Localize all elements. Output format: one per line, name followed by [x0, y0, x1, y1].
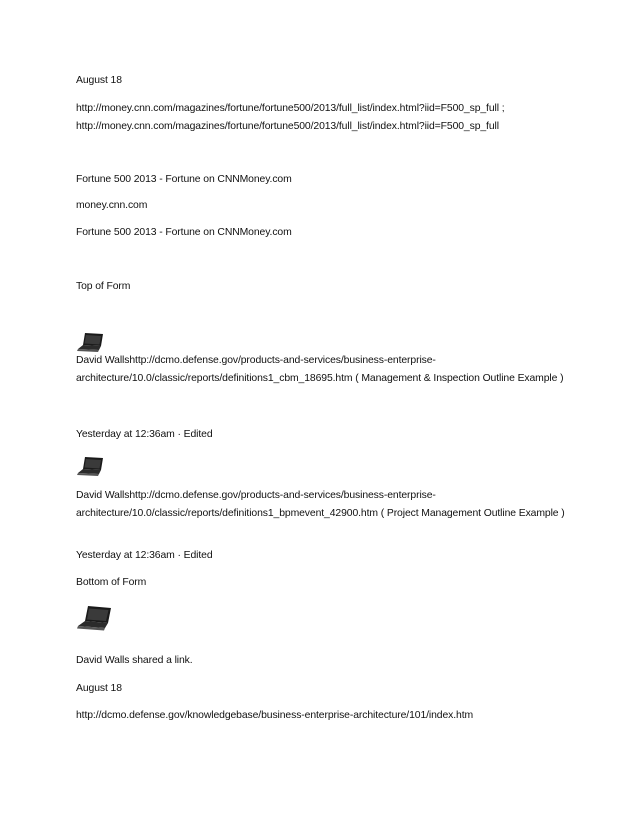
bottom-of-form: Bottom of Form [76, 577, 147, 588]
laptop-icon [76, 604, 116, 634]
share-date: August 18 [76, 683, 122, 694]
link-title-2[interactable]: Fortune 500 2013 - Fortune on CNNMoney.com [76, 227, 292, 238]
link-title-1[interactable]: Fortune 500 2013 - Fortune on CNNMoney.com [76, 174, 292, 185]
date-top: August 18 [76, 75, 122, 86]
top-of-form: Top of Form [76, 281, 131, 292]
comment-2-text: David Wallshttp://dcmo.defense.gov/products-and-services/business-enterprise-architecture/10.0/classic/reports/definitions1_bpmevent_42900.htm ( Project Management Outline Example ) [76, 490, 565, 519]
share-url[interactable]: http://dcmo.defense.gov/knowledgebase/business-enterprise-architecture/101/index.htm [76, 710, 474, 721]
comment-1-text: David Wallshttp://dcmo.defense.gov/products-and-services/business-enterprise-architecture/10.0/classic/reports/definitions1_cbm_18695.htm ( Management & Inspection Outline Example ) [76, 355, 564, 384]
document-page [76, 0, 576, 826]
url-line-2[interactable]: http://money.cnn.com/magazines/fortune/fortune500/2013/full_list/index.html?iid=F500_sp_full [76, 121, 499, 132]
share-text: David Walls shared a link. [76, 655, 193, 666]
link-domain: money.cnn.com [76, 200, 148, 211]
comment-1-meta[interactable]: Yesterday at 12:36am · Edited [76, 429, 213, 440]
comment-2-meta[interactable]: Yesterday at 12:36am · Edited [76, 550, 213, 561]
url-line-1[interactable]: http://money.cnn.com/magazines/fortune/fortune500/2013/full_list/index.html?iid=F500_sp_full ; [76, 103, 505, 114]
laptop-icon [76, 455, 108, 479]
